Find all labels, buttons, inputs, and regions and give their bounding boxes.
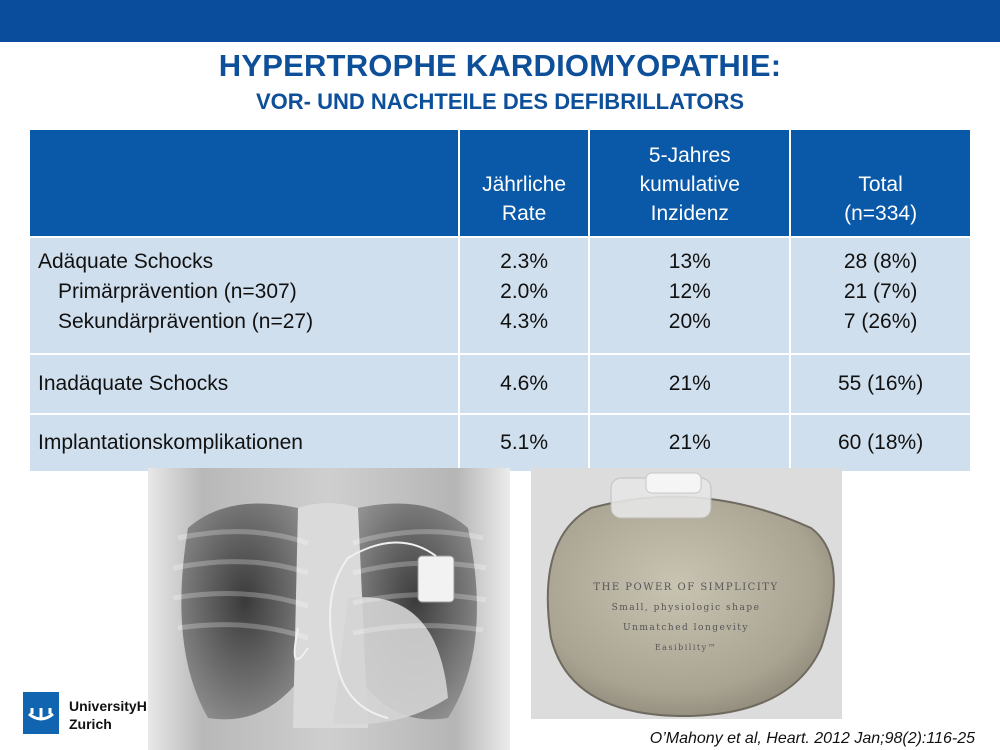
header-empty: [29, 130, 459, 237]
header-annual-rate-l1: Jährliche: [482, 173, 567, 196]
cell-incidence: 21%: [589, 354, 790, 414]
device-line: Unmatched longevity: [622, 623, 750, 633]
cell-value: 28 (8%): [843, 250, 918, 273]
cell-value: 7 (26%): [843, 310, 918, 333]
logo-line2: Zurich: [69, 716, 112, 732]
university-logo-icon: [23, 692, 59, 734]
header-annual-rate-l2: Rate: [501, 202, 547, 225]
device-line: Small, physiologic shape: [611, 603, 761, 613]
cell-total: 55 (16%): [790, 354, 971, 414]
cell-total: 60 (18%): [790, 414, 971, 472]
cell-value: 2.0%: [500, 280, 549, 303]
header-incidence-l2: kumulative: [639, 173, 740, 196]
device-line: THE POWER OF SIMPLICITY: [593, 582, 779, 593]
row-label: Implantationskomplikationen: [29, 414, 459, 472]
cell-value: 13%: [668, 250, 711, 273]
cell-value: 21 (7%): [843, 280, 918, 303]
university-logo: [23, 692, 147, 742]
cell-rate: [459, 237, 590, 354]
chest-xray-image: [148, 468, 510, 750]
header-annual-rate: [459, 130, 590, 237]
row-label: Inadäquate Schocks: [29, 354, 459, 414]
slide-title: HYPERTROPHE KARDIOMYOPATHIE:: [218, 48, 782, 83]
cell-rate: 5.1%: [459, 414, 590, 472]
device-line: Easibility™: [654, 643, 718, 652]
table-row: [29, 237, 971, 354]
row-label-adequate: [29, 237, 459, 354]
row-label: Sekundärprävention (n=27): [58, 310, 314, 333]
defibrillator-device-icon: [531, 468, 842, 719]
row-label: Primärprävention (n=307): [58, 280, 297, 303]
cell-rate: 4.6%: [459, 354, 590, 414]
chest-xray-icon: [148, 468, 510, 750]
header-incidence-l1: 5-Jahres: [648, 144, 731, 167]
cell-value: 12%: [668, 280, 711, 303]
header-total-l1: Total: [858, 173, 903, 196]
cell-value: 2.3%: [500, 250, 549, 273]
logo-line1: UniversityH: [69, 698, 147, 714]
header-total-l2: (n=334): [844, 202, 918, 225]
header-incidence: [589, 130, 790, 237]
cell-incidence: 21%: [589, 414, 790, 472]
cell-value: 4.3%: [500, 310, 549, 333]
row-label: Adäquate Schocks: [38, 250, 214, 273]
table-row: [29, 354, 971, 414]
cell-value: 20%: [668, 310, 711, 333]
slide-subtitle: VOR- UND NACHTEILE DES DEFIBRILLATORS: [255, 89, 745, 114]
header-incidence-l3: Inzidenz: [650, 202, 729, 225]
table-header-row: [29, 130, 971, 237]
defibrillator-device-image: [531, 468, 842, 719]
citation: O’Mahony et al, Heart. 2012 Jan;98(2):116-25: [649, 730, 975, 747]
cell-total: [790, 237, 971, 354]
results-table: [28, 130, 972, 473]
cell-incidence: [589, 237, 790, 354]
header-total: [790, 130, 971, 237]
table-row: [29, 414, 971, 472]
top-banner: [0, 0, 1000, 42]
